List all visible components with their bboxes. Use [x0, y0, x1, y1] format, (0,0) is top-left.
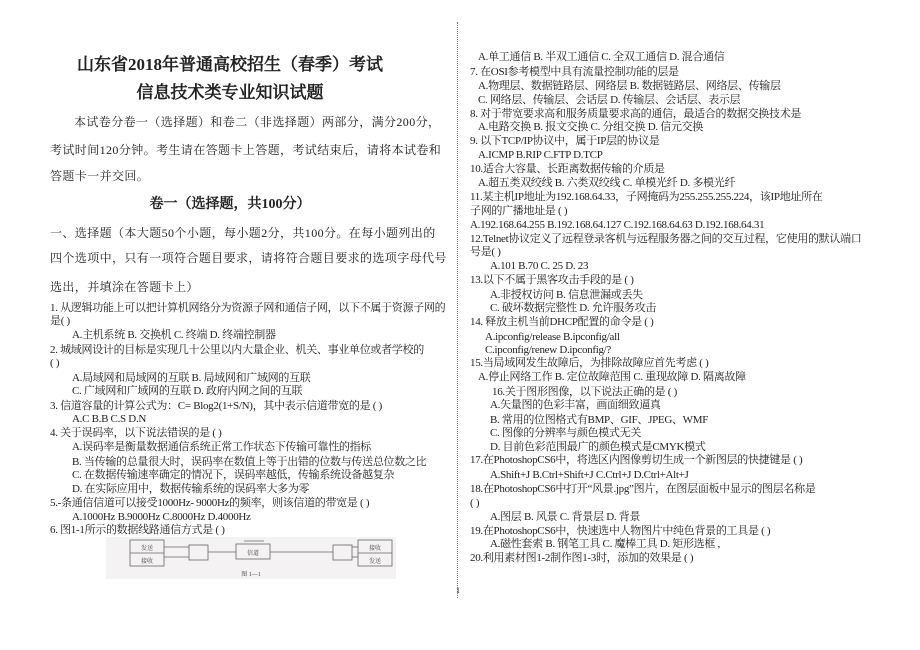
question-line: A.物理层、数据链路层、网络层 B. 数据链路层、网络层、传输层	[478, 80, 781, 92]
question-line: A.ipconfig/release B.ipconfig/all	[485, 331, 620, 343]
question-line: 是( )	[50, 315, 70, 327]
question-line: 9. 以下TCP/IP协议中，属于IP层的协议是	[470, 135, 660, 147]
question-line: ( )	[50, 357, 60, 369]
question-line: A.误码率是衡量数据通信系统正常工作状态下传输可靠性的指标	[72, 441, 371, 453]
question-line: 3. 信道容量的计算公式为：C= Blog2(1+S/N)，其中表示信道带宽的是 ( )	[50, 400, 382, 412]
question-line: 10.适合大容量、长距离数据传输的介质是	[470, 163, 665, 175]
question-line: A.Shift+J B.Ctrl+Shift+J C.Ctrl+J D.Ctrl+Alt+J	[490, 469, 689, 481]
figure-label: 发送	[140, 546, 154, 552]
question-line: D. 目前色彩范围最广的颜色模式是CMYK模式	[490, 441, 706, 453]
question-line: A.101 B.70 C. 25 D. 23	[490, 260, 589, 272]
question-line: C.ipconfig/renew D.ipconfig/?	[485, 344, 612, 356]
intro-line: 答题卡一并交回。	[50, 169, 150, 183]
page-number: 1	[456, 586, 460, 595]
part-heading: 卷一（选择题，共100分）	[149, 197, 311, 212]
question-line: 12.Telnet协议定义了远程登录客机与远程服务器之间的交互过程，它使用的默认端口	[470, 233, 862, 245]
question-line: 15.当局域网发生故障后，为排除故障应首先考虑 ( )	[470, 357, 709, 369]
intro-line: 本试卷分卷一（选择题）和卷二（非选择题）两部分，满分200分，	[74, 115, 441, 129]
question-line: C. 破坏数据完整性 D. 允许服务攻击	[490, 302, 657, 314]
question-line: A.局域网和局域网的互联 B. 局域网和广域网的互联	[72, 372, 311, 384]
question-line: 17.在PhotoshopCS6中，将选区内图像剪切生成一个新图层的快捷键是 ( )	[470, 454, 803, 466]
question-line: 4. 关于误码率，以下说法错误的是 ( )	[50, 427, 222, 439]
question-line: 7. 在OSI参考模型中具有流量控制功能的层是	[470, 66, 679, 78]
intro-line: 考试时间120分钟。考生请在答题卡上答题，考试结束后，请将本试卷和	[50, 143, 442, 157]
question-line: 子网的广播地址是 ( )	[470, 205, 568, 217]
question-line: 5.-条通信信道可以接受1000Hz- 9000Hz的频率，则该信道的带宽是 ( )	[50, 497, 370, 509]
question-line: A.停止网络工作 B. 定位故障范围 C. 重现故障 D. 隔离故障	[478, 371, 746, 383]
question-line: 19.在PhotoshopCS6中，快速选中人物图片中纯色背景的工具是 ( )	[470, 525, 771, 537]
question-line: 2. 城域网设计的目标是实现几十公里以内大量企业、机关、事业单位或者学校的	[50, 344, 424, 356]
section-instruction: 一、选择题（本大题50个小题，每小题2分，共100分。在每小题列出的	[50, 226, 436, 240]
question-line: 8. 对于带宽要求高和服务质量要求高的通信，最适合的数据交换技术是	[470, 108, 802, 120]
question-line: A.非授权访问 B. 信息泄漏或丢失	[490, 289, 643, 301]
figure-label: 发送	[368, 559, 382, 565]
question-line: 1. 从逻辑功能上可以把计算机网络分为资源子网和通信子网，以下不属于资源子网的	[50, 302, 446, 314]
question-line: A.图层 B. 风景 C. 背景层 D. 背景	[490, 511, 641, 523]
question-line: D. 在实际应用中，数据传输系统的误码率大多为零	[72, 483, 310, 495]
question-line: A.主机系统 B. 交换机 C. 终端 D. 终端控制器	[72, 329, 276, 341]
figure-caption: 图 1—1	[241, 572, 261, 578]
question-line: 11.某主机IP地址为192.168.64.33，子网掩码为255.255.255.224，该IP地址所在	[470, 191, 823, 203]
figure-label: 接收	[140, 559, 154, 565]
question-line: B. 当传输的总量很大时，误码率在数值上等于出错的位数与传送总位数之比	[72, 456, 427, 468]
question-line: C. 广域网和广域网的互联 D. 政府内网之间的互联	[72, 385, 303, 397]
question-line: A.磁性套索 B. 钢笔工具 C. 魔棒工具 D. 矩形选框 ,	[490, 538, 720, 550]
exam-title: 山东省2018年普通高校招生（春季）考试	[77, 55, 383, 74]
figure-label: 接收	[368, 546, 382, 552]
question-line: 6. 图1-1所示的数据线路通信方式是 ( )	[50, 524, 225, 536]
question-line: 18.在PhotoshopCS6中打开“风景.jpg”图片，在图层面板中显示的图层名称是	[470, 483, 816, 495]
question-line: C. 图像的分辨率与颜色模式无关	[490, 427, 642, 439]
column-divider	[457, 22, 458, 598]
question-line: 16.关于图形图像，以下说法正确的是 ( )	[492, 386, 677, 398]
question-line: A.单工通信 B. 半双工通信 C. 全双工通信 D. 混合通信	[478, 51, 725, 63]
question-line: A.矢量图的色彩丰富，画面细致逼真	[490, 399, 661, 411]
question-line: A.1000Hz B.9000Hz C.8000Hz D.4000Hz	[72, 511, 251, 523]
exam-subtitle: 信息技术类专业知识试题	[136, 83, 324, 102]
data-link-diagram	[106, 537, 396, 579]
question-line: A.超五类双绞线 B. 六类双绞线 C. 单模光纤 D. 多模光纤	[478, 177, 736, 189]
section-instruction: 选出，并填涂在答题卡上）	[50, 280, 199, 294]
question-line: A.192.168.64.255 B.192.168.64.127 C.192.168.64.63 D.192.168.64.31	[470, 219, 765, 231]
question-line: 20.利用素材图1-2制作图1-3时，添加的效果是 ( )	[470, 552, 694, 564]
question-line: 14. 释放主机当前DHCP配置的命令是 ( )	[470, 316, 654, 328]
question-line: A.ICMP B.RIP C.FTP D.TCP	[478, 149, 603, 161]
question-line: C. 在数据传输速率确定的情况下，误码率越低，传输系统设备越复杂	[72, 469, 395, 481]
question-line: C. 网络层、传输层、会话层 D. 传输层、会话层、表示层	[478, 94, 741, 106]
question-line: 号是( )	[470, 246, 501, 258]
question-line: 13.以下不属于黑客攻击手段的是 ( )	[470, 274, 634, 286]
figure-label: 信道	[246, 551, 260, 557]
question-line: ( )	[470, 497, 480, 509]
question-line: A.电路交换 B. 报文交换 C. 分组交换 D. 信元交换	[478, 121, 704, 133]
question-line: A.C B.B C.S D.N	[72, 413, 147, 425]
figure-1-1	[106, 537, 396, 579]
section-instruction: 四个选项中，只有一项符合题目要求，请将符合题目要求的选项字母代号	[50, 251, 447, 265]
question-line: B. 常用的位图格式有BMP、GIF、JPEG、WMF	[490, 414, 709, 426]
